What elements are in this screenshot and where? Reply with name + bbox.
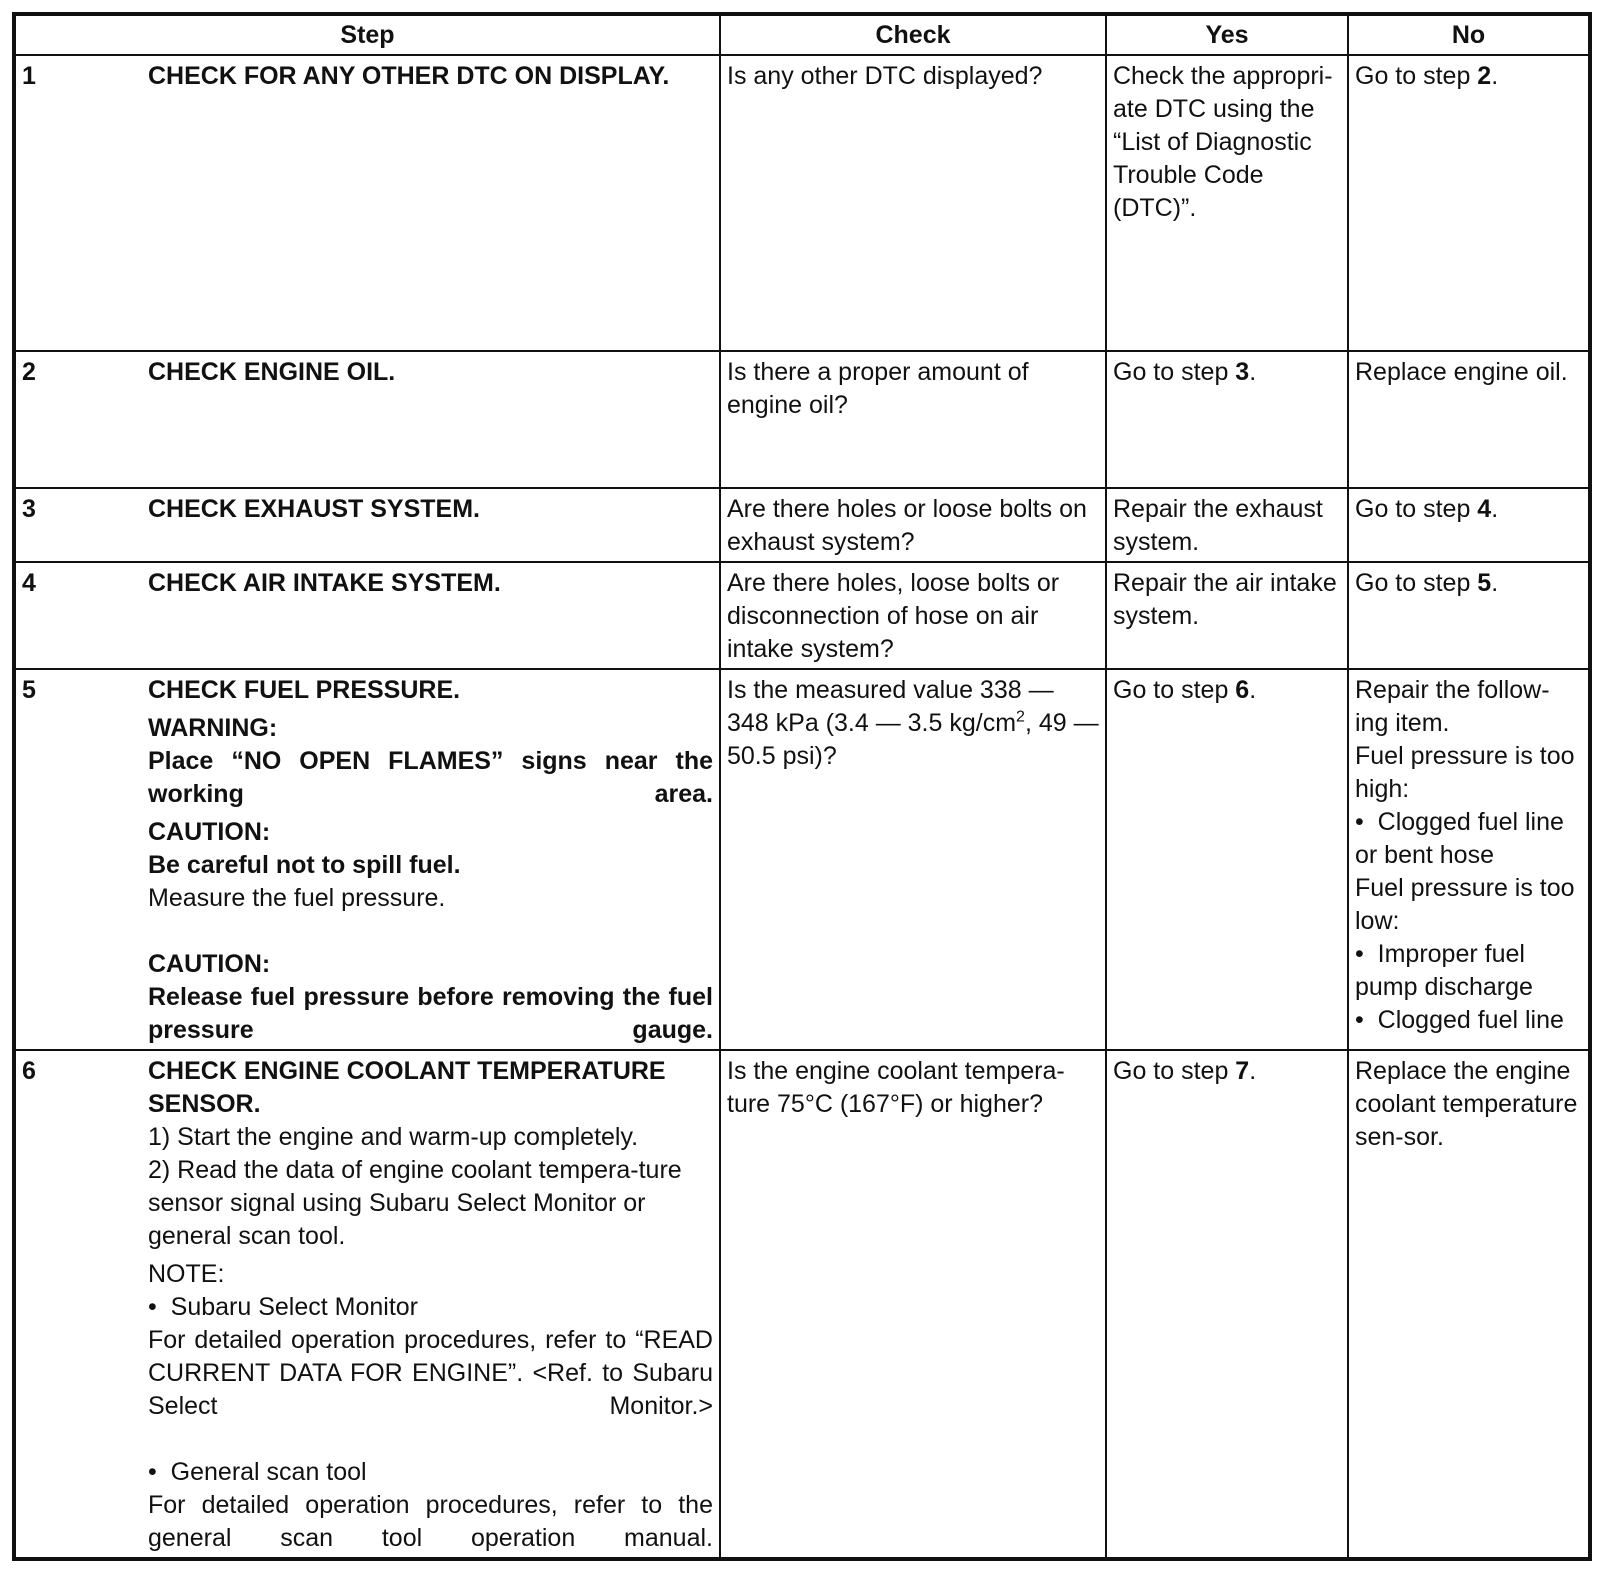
no-cell <box>1348 669 1590 1050</box>
check-cell: Are there holes, loose bolts or disconnection of hose on air intake system? <box>720 562 1106 669</box>
table-row <box>14 351 1590 488</box>
table-row <box>14 488 1590 562</box>
note-text: For detailed operation procedures, refer to the general scan tool operation manual. <box>148 1491 713 1552</box>
note-label: NOTE: <box>148 1260 225 1288</box>
table-row <box>14 562 1590 669</box>
step-number: 3 <box>22 495 36 523</box>
goto-text: Go to step <box>1113 1057 1236 1085</box>
goto-text: Go to step <box>1113 676 1236 704</box>
repair-intro: Repair the follow-ing item. <box>1355 676 1550 737</box>
condition-label: Fuel pressure is too high: <box>1355 742 1575 803</box>
step-number: 4 <box>22 569 36 597</box>
check-text: Is the measured value 338 — 348 kPa (3.4 — 3.5 kg/cm <box>727 676 1054 737</box>
check-text: , 49 — 50.5 psi)? <box>727 709 1099 770</box>
goto-step-number: 5 <box>1477 569 1492 597</box>
step-title: CHECK ENGINE COOLANT TEMPERATURE SENSOR. <box>148 1057 666 1118</box>
header-no: No <box>1348 14 1590 55</box>
check-cell <box>720 669 1106 1050</box>
bullet-item: • Improper fuel pump discharge <box>1355 938 1582 1004</box>
step-cell <box>14 488 720 562</box>
procedure-step: 1) Start the engine and warm-up completely. <box>148 1123 639 1151</box>
header-step: Step <box>14 14 720 55</box>
goto-text: Go to step <box>1355 495 1478 523</box>
step-number: 1 <box>22 62 36 90</box>
step-cell <box>14 351 720 488</box>
goto-suffix: . <box>1491 495 1499 523</box>
check-cell: Is there a proper amount of engine oil? <box>720 351 1106 488</box>
goto-step-number: 2 <box>1477 62 1492 90</box>
bullet-item: • Clogged fuel line or bent hose <box>1355 806 1582 872</box>
no-cell <box>1348 488 1590 562</box>
warning-label: WARNING: <box>148 714 278 742</box>
no-cell <box>1348 562 1590 669</box>
diagnostic-procedure-sheet <box>12 12 1588 1561</box>
table-row <box>14 1050 1590 1559</box>
table-row <box>14 55 1590 351</box>
step-number: 5 <box>22 676 36 704</box>
superscript: 2 <box>1016 708 1025 726</box>
goto-suffix: . <box>1491 62 1499 90</box>
step-cell <box>14 1050 720 1559</box>
step-cell <box>14 562 720 669</box>
step-number: 6 <box>22 1057 36 1085</box>
header-row <box>14 14 1590 55</box>
diagnostic-table <box>12 12 1592 1561</box>
instruction-text: Measure the fuel pressure. <box>148 884 446 912</box>
check-cell: Is the engine coolant tempera-ture 75°C (167°F) or higher? <box>720 1050 1106 1559</box>
bullet-item: • Subaru Select Monitor <box>148 1291 713 1324</box>
yes-cell <box>1106 351 1348 488</box>
header-check: Check <box>720 14 1106 55</box>
caution-label: CAUTION: <box>148 818 271 846</box>
bullet-item: • General scan tool <box>148 1456 713 1489</box>
goto-step-number: 4 <box>1477 495 1492 523</box>
procedure-step: 2) Read the data of engine coolant tempera-ture sensor signal using Subaru Select Monitor or general scan tool. <box>148 1156 682 1250</box>
step-title: CHECK EXHAUST SYSTEM. <box>148 495 480 523</box>
caution-label: CAUTION: <box>148 950 271 978</box>
yes-cell: Repair the exhaust system. <box>1106 488 1348 562</box>
step-number: 2 <box>22 358 36 386</box>
step-title: CHECK ENGINE OIL. <box>148 358 396 386</box>
no-cell: Replace engine oil. <box>1348 351 1590 488</box>
goto-suffix: . <box>1491 569 1499 597</box>
goto-suffix: . <box>1249 358 1257 386</box>
check-cell: Are there holes or loose bolts on exhaust system? <box>720 488 1106 562</box>
goto-text: Go to step <box>1113 358 1236 386</box>
no-cell <box>1348 55 1590 351</box>
step-title: CHECK FOR ANY OTHER DTC ON DISPLAY. <box>148 62 670 90</box>
no-cell: Replace the engine coolant temperature sen-sor. <box>1348 1050 1590 1559</box>
warning-text: Place “NO OPEN FLAMES” signs near the working area. <box>148 747 713 808</box>
goto-text: Go to step <box>1355 62 1478 90</box>
check-cell: Is any other DTC displayed? <box>720 55 1106 351</box>
note-text: For detailed operation procedures, refer to “READ CURRENT DATA FOR ENGINE”. <Ref. to Subaru Select Monitor.> <box>148 1326 713 1420</box>
caution-text: Be careful not to spill fuel. <box>148 851 461 879</box>
condition-label: Fuel pressure is too low: <box>1355 874 1575 935</box>
step-title: CHECK AIR INTAKE SYSTEM. <box>148 569 501 597</box>
goto-suffix: . <box>1249 1057 1257 1085</box>
goto-step-number: 7 <box>1235 1057 1250 1085</box>
goto-suffix: . <box>1249 676 1257 704</box>
step-title: CHECK FUEL PRESSURE. <box>148 676 461 704</box>
yes-cell <box>1106 669 1348 1050</box>
step-cell <box>14 669 720 1050</box>
goto-step-number: 6 <box>1235 676 1250 704</box>
step-cell <box>14 55 720 351</box>
table-row <box>14 669 1590 1050</box>
yes-cell: Repair the air intake system. <box>1106 562 1348 669</box>
yes-cell <box>1106 1050 1348 1559</box>
goto-text: Go to step <box>1355 569 1478 597</box>
header-yes: Yes <box>1106 14 1348 55</box>
caution-text: Release fuel pressure before removing the fuel pressure gauge. <box>148 983 713 1044</box>
bullet-item: • Clogged fuel line <box>1355 1004 1582 1037</box>
goto-step-number: 3 <box>1235 358 1250 386</box>
yes-cell: Check the appropri-ate DTC using the “List of Diagnostic Trouble Code (DTC)”. <box>1106 55 1348 351</box>
